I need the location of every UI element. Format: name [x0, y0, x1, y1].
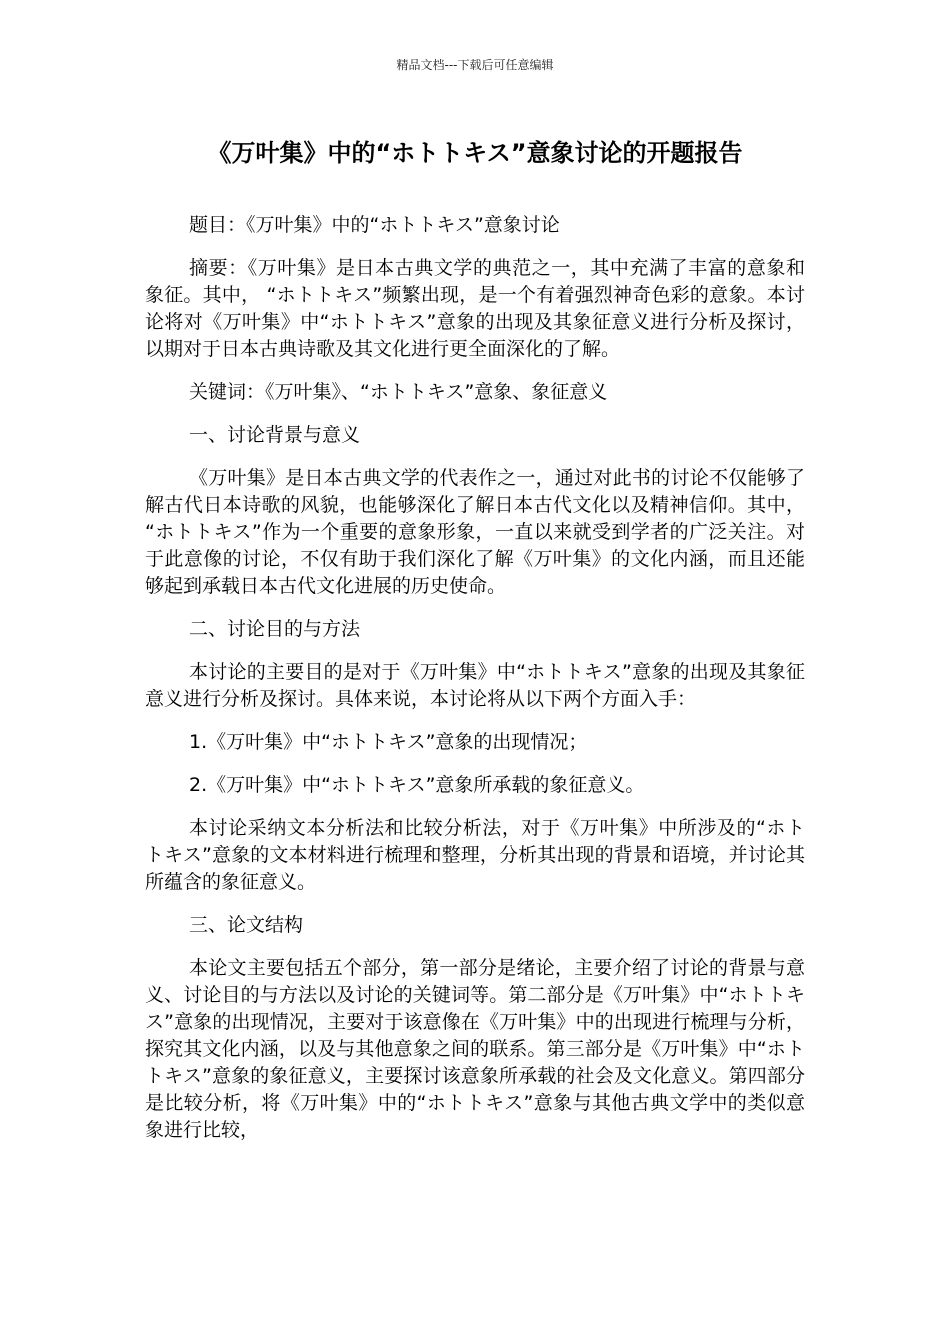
keywords-line: 关键词：《万叶集》、“ホトトキス”意象、象征意义 — [189, 381, 608, 403]
section-heading-structure: 三、论文结构 — [189, 914, 304, 936]
document-body — [145, 212, 805, 1160]
abstract-paragraph: 摘要：《万叶集》是日本古典文学的典范之一，其中充满了丰富的意象和象征。其中， “ホトトキス”频繁出现，是一个有着强烈神奇色彩的意象。本讨论将对《万叶集》中“ホトトキス”意象的出现及其象征意义进行分析及探讨，以期对于日本古典诗歌及其文化进行更全面深化的了解。 — [145, 257, 805, 360]
list-item: 1.《万叶集》中“ホトトキス”意象的出现情况； — [189, 731, 588, 753]
topic-line: 题目：《万叶集》中的“ホトトキス”意象讨论 — [189, 214, 560, 236]
background-paragraph: 《万叶集》是日本古典文学的代表作之一，通过对此书的讨论不仅能够了解古代日本诗歌的风貌，也能够深化了解日本古代文化以及精神信仰。其中， “ホトトキス”作为一个重要的意象形象，一直以来就受到学者的广泛关注。对于此意像的讨论，不仅有助于我们深化了解《万叶集》的文化内涵，而且还能够起到承载日本古代文化进展的历史使命。 — [145, 467, 805, 597]
method-paragraph: 本讨论采纳文本分析法和比较分析法，对于《万叶集》中所涉及的“ホトトキス”意象的文本材料进行梳理和整理，分析其出现的背景和语境，并讨论其所蕴含的象征意义。 — [145, 817, 805, 893]
purpose-paragraph: 本讨论的主要目的是对于《万叶集》中“ホトトキス”意象的出现及其象征意义进行分析及探讨。具体来说，本讨论将从以下两个方面入手： — [145, 661, 805, 710]
header-note: 精品文档---下载后可任意编辑 — [396, 58, 554, 72]
list-item: 2.《万叶集》中“ホトトキス”意象所承载的象征意义。 — [189, 774, 645, 796]
document-title: 《万叶集》中的“ホトトキス”意象讨论的开题报告 — [207, 139, 743, 167]
section-heading-purpose: 二、讨论目的与方法 — [189, 618, 361, 640]
section-heading-background: 一、讨论背景与意义 — [189, 424, 361, 446]
structure-paragraph: 本论文主要包括五个部分，第一部分是绪论，主要介绍了讨论的背景与意义、讨论目的与方法以及讨论的关键词等。第二部分是《万叶集》中“ホトトキス”意象的出现情况，主要对于该意像在《万叶集》中的出现进行梳理与分析，探究其文化内涵，以及与其他意象之间的联系。第三部分是《万叶集》中“ホトトキス”意象的象征意义，主要探讨该意象所承载的社会及文化意义。第四部分是比较分析，将《万叶集》中的“ホトトキス”意象与其他古典文学中的类似意象进行比较， — [145, 957, 805, 1141]
